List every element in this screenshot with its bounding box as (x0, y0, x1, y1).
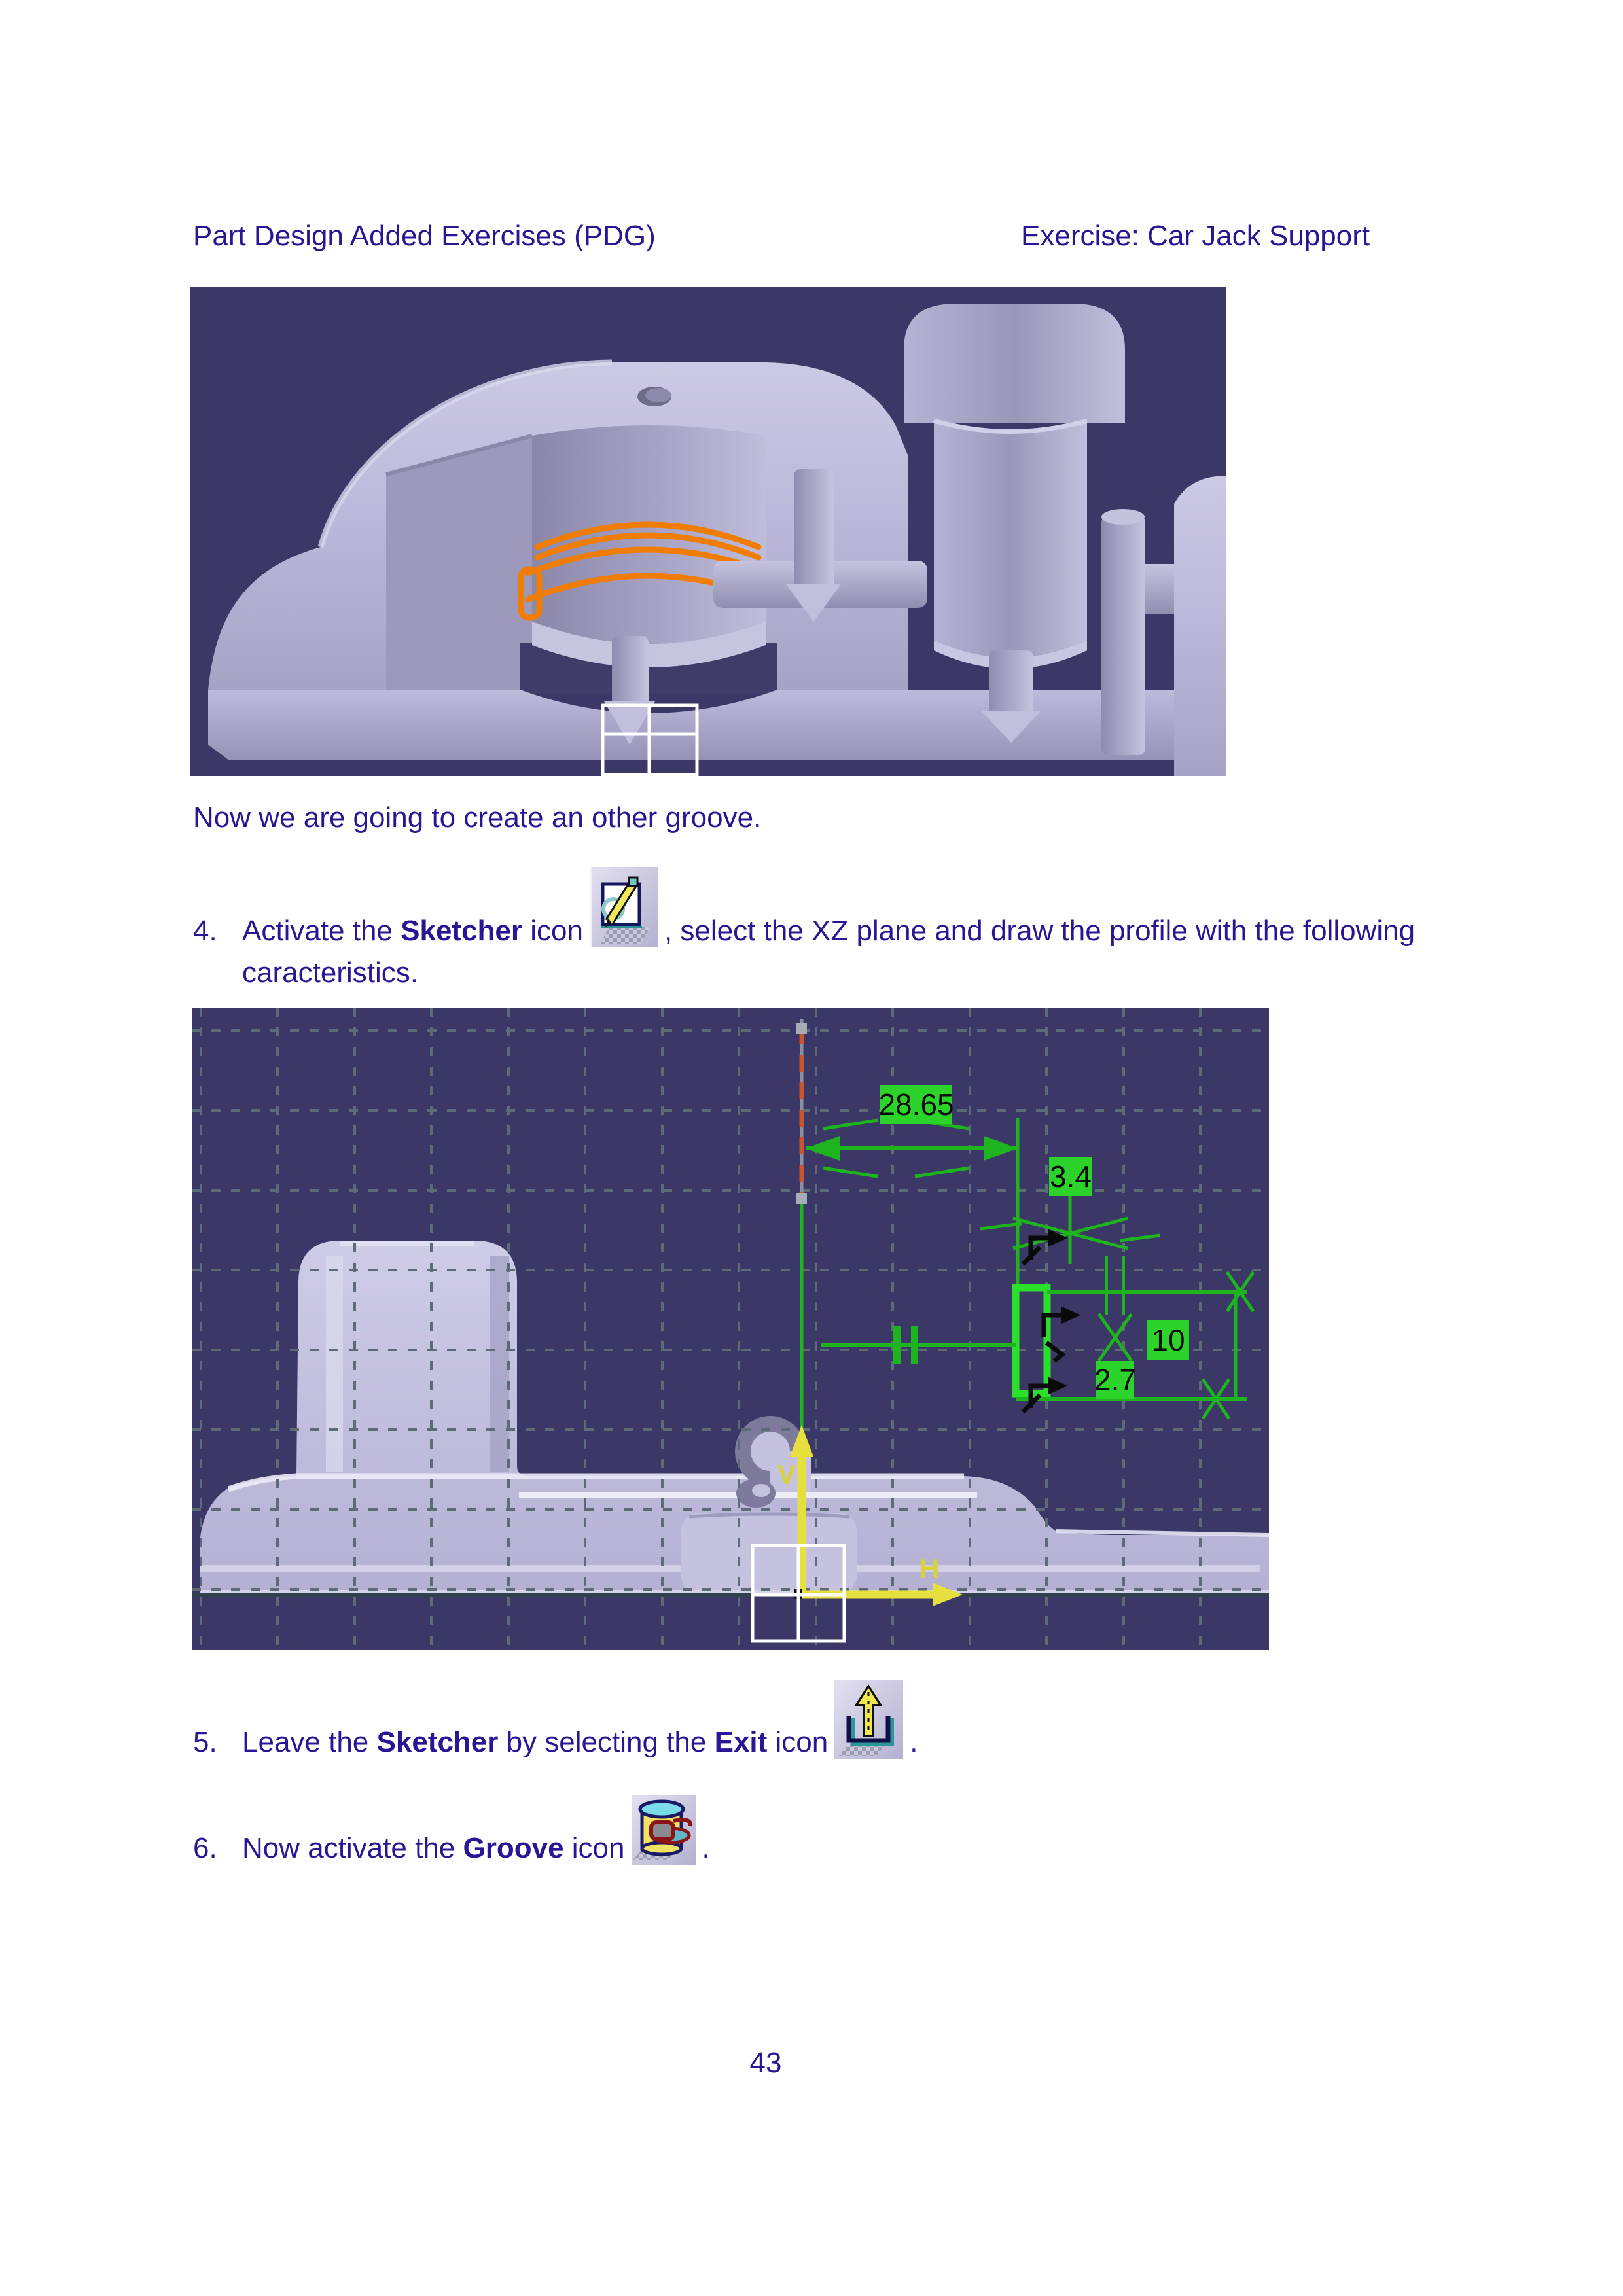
step-5-text-post: icon (767, 1726, 829, 1758)
exit-icon (834, 1680, 903, 1759)
dim-2-7: 2.7 (1094, 1363, 1136, 1397)
step-5-bold-exit: Exit (714, 1726, 768, 1758)
step-4-bold-sketcher: Sketcher (401, 915, 523, 947)
step-5-bold-sketcher: Sketcher (376, 1726, 499, 1758)
figure-sketcher (192, 1008, 1269, 1650)
step-6-text: Now activate the (242, 1832, 463, 1864)
step-4-text: Activate the (242, 915, 401, 947)
step-6-bold-groove: Groove (463, 1832, 564, 1864)
groove-icon (632, 1795, 696, 1865)
step-4-wrap-line: caracteristics. (242, 957, 418, 989)
v-axis-label: V (777, 1459, 796, 1490)
step-5-number: 5. (193, 1726, 217, 1758)
page-number: 43 (749, 2047, 782, 2079)
figure-3d-part (190, 287, 1226, 776)
step-6-number: 6. (193, 1832, 217, 1864)
header-left: Part Design Added Exercises (PDG) (193, 220, 656, 252)
sketcher-icon (590, 867, 658, 947)
step-4-number: 4. (193, 915, 217, 947)
step-4 (193, 867, 1415, 947)
step-5-text-after: . (910, 1726, 918, 1758)
intro-paragraph: Now we are going to create an other groove. (193, 802, 762, 834)
dim-28-65: 28.65 (878, 1087, 954, 1122)
step-5-text-mid: by selecting the (498, 1726, 715, 1758)
dim-10: 10 (1151, 1323, 1185, 1357)
step-5-text: Leave the (242, 1726, 377, 1758)
step-6-text-after: . (702, 1832, 710, 1864)
step-6 (193, 1795, 710, 1865)
step-4-text-post: icon (522, 915, 583, 947)
dim-3-4: 3.4 (1050, 1159, 1092, 1193)
step-6-text-post: icon (563, 1832, 625, 1864)
recessed-panel (681, 1513, 857, 1595)
step-5 (193, 1680, 918, 1759)
h-axis-label: H (919, 1553, 940, 1584)
step-4-text-after: , select the XZ plane and draw the profile with the following (664, 915, 1416, 947)
header-right: Exercise: Car Jack Support (1021, 220, 1370, 252)
